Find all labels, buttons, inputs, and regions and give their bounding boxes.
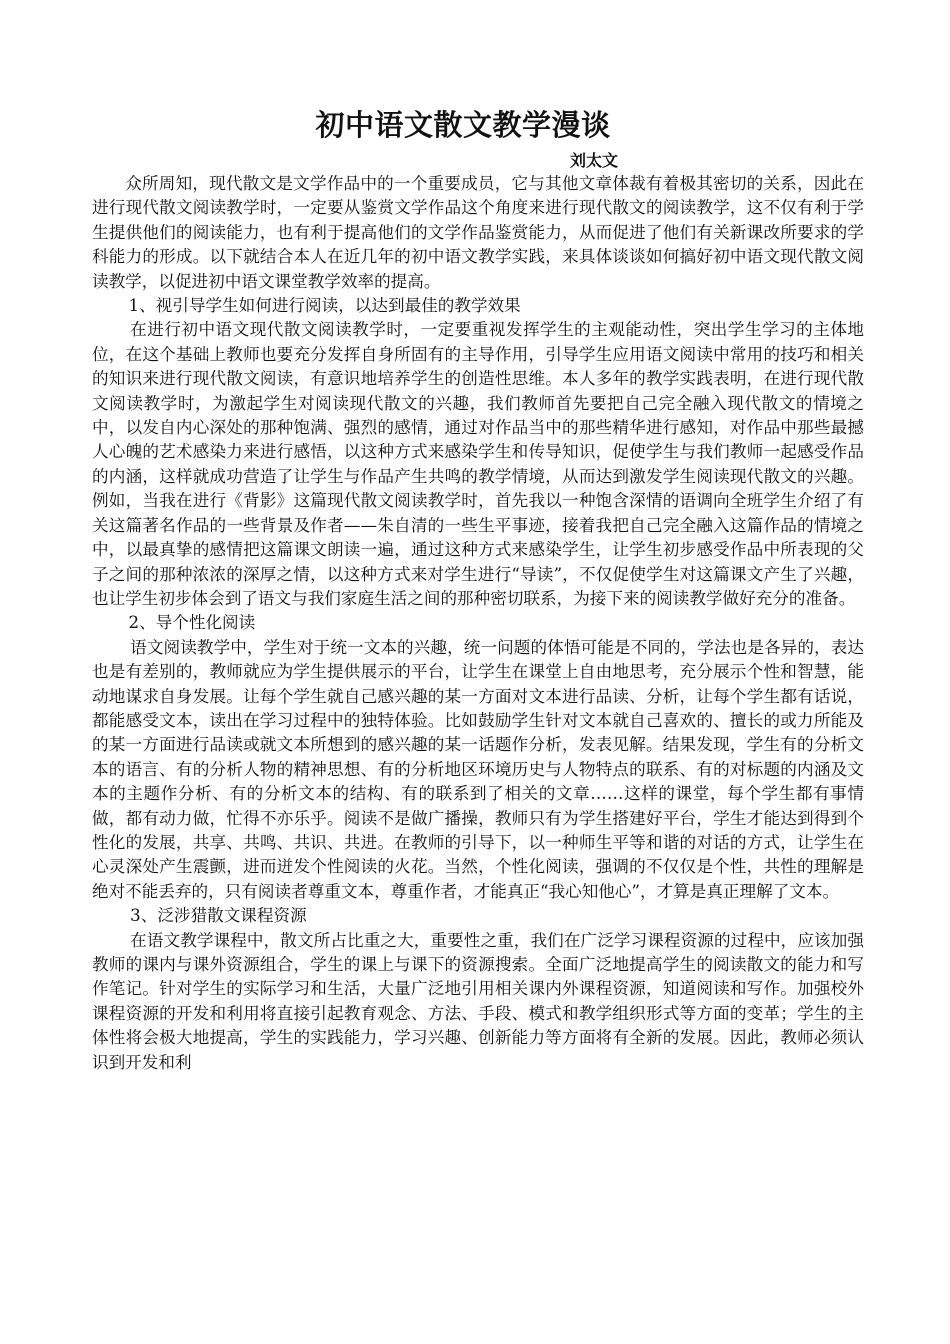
section-heading-1: 1、视引导学生如何进行阅读，以达到最佳的教学效果: [128, 296, 521, 316]
section-heading-3: 3、泛涉猎散文课程资源: [130, 906, 307, 926]
section-heading-2: 2、导个性化阅读: [128, 613, 256, 633]
intro-paragraph: 众所周知，现代散文是文学作品中的一个重要成员，它与其他文章体裁有着极其密切的关系，因此在进行现代散文阅读教学时，一定要从鉴赏文学作品这个角度来进行现代散文的阅读教学，这不仅有利于学生提供他们的阅读能力，也有利于提高他们的文学作品鉴赏能力，从而促进了他们有关新课改所要求的学科能力的形成。以下就结合本人在近几年的初中语文教学实践，来具体谈谈如何搞好初中语文现代散文阅读教学，以促进初中语文课堂教学效率的提高。: [92, 174, 864, 291]
section-body-1: 在进行初中语文现代散文阅读教学时，一定要重视发挥学生的主观能动性，突出学生学习的主体地位，在这个基础上教师也要充分发挥自身所固有的主导作用，引导学生应用语文阅读中常用的技巧和相关的知识来进行现代散文阅读，有意识地培养学生的创造性思维。本人多年的教学实践表明，在进行现代散文阅读教学时，为激起学生对阅读现代散文的兴趣，我们教师首先要把自己完全融入现代散文的情境之中，以发自内心深处的那种饱满、强烈的感情，通过对作品当中的那些精华进行感知，对作品中那些最撼人心魄的艺术感染力来进行感悟，以这种方式来感染学生和传导知识，促使学生与我们教师一起感受作品的内涵，这样就成功营造了让学生与作品产生共鸣的教学情境，从而达到激发学生阅读现代散文的兴趣。例如，当我在进行《背影》这篇现代散文阅读教学时，首先我以一种饱含深情的语调向全班学生介绍了有关这篇著名作品的一些背景及作者——朱自清的一些生平事迹，接着我把自己完全融入这篇作品的情境之中，以最真挚的感情把这篇课文朗读一遍，通过这种方式来感染学生，让学生初步感受作品中所表现的父子之间的那种浓浓的深厚之情，以这种方式来对学生进行“导读”，不仅促使学生对这篇课文产生了兴趣，也让学生初步体会到了语文与我们家庭生活之间的那种密切联系，为接下来的阅读教学做好充分的准备。: [92, 320, 864, 608]
author-name: 刘太文: [570, 151, 619, 170]
document-title: 初中语文散文教学漫谈: [315, 108, 611, 142]
document-page: [92, 100, 864, 1075]
section-body-3: 在语文教学课程中，散文所占比重之大，重要性之重，我们在广泛学习课程资源的过程中，应该加强教师的课内与课外资源组合，学生的课上与课下的资源搜索。全面广泛地提高学生的阅读散文的能力和写作笔记。针对学生的实际学习和生活，大量广泛地引用相关课内外课程资源，知道阅读和写作。加强校外课程资源的开发和利用将直接引起教育观念、方法、手段、模式和教学组织形式等方面的变革；学生的主体性将会极大地提高，学生的实践能力，学习兴趣、创新能力等方面将有全新的发展。因此，教师必须认识到开发和利: [92, 930, 864, 1072]
section-body-2: 语文阅读教学中，学生对于统一文本的兴趣，统一问题的体悟可能是不同的，学法也是各异的，表达也是有差别的，教师就应为学生提供展示的平台，让学生在课堂上自由地思考，充分展示个性和智慧，能动地谋求自身发展。让每个学生就自己感兴趣的某一方面对文本进行品读、分析，让每个学生都有话说，都能感受文本，读出在学习过程中的独特体验。比如鼓励学生针对文本就自己喜欢的、擅长的或力所能及的某一方面进行品读或就文本所想到的感兴趣的某一话题作分析，发表见解。结果发现，学生有的分析文本的语言、有的分析人物的精神思想、有的分析地区环境历史与人物特点的联系、有的对标题的内涵及文本的主题作分析、有的分析文本的结构、有的联系到了相关的文章……这样的课堂，每个学生都有事情做，都有动力做，忙得不亦乐乎。阅读不是做广播操，教师只有为学生搭建好平台，学生才能达到得到个性化的发展，共享、共鸣、共识、共进。在教师的引导下，以一种师生平等和谐的对话的方式，让学生在心灵深处产生震颤，进而迸发个性阅读的火花。当然，个性化阅读，强调的不仅仅是个性，共性的理解是绝对不能丢弃的，只有阅读者尊重文本，尊重作者，才能真正“我心知他心”，才算是真正理解了文本。: [92, 637, 864, 901]
